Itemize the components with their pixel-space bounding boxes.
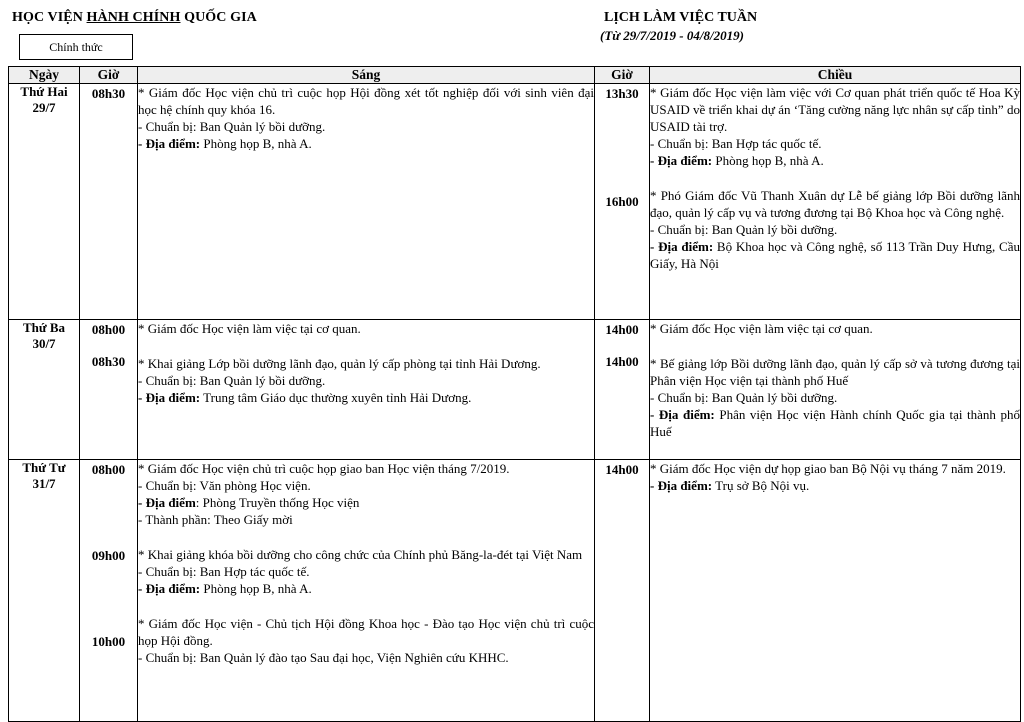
event-prep: - Chuẩn bị: Văn phòng Học viện. <box>138 478 311 493</box>
morning-time-cell <box>80 84 138 320</box>
time-label: 14h00 <box>605 354 639 369</box>
location-value: Trụ sở Bộ Nội vụ. <box>712 478 810 493</box>
afternoon-time-cell <box>595 84 650 320</box>
event-location <box>650 152 1020 169</box>
event-location <box>650 477 1020 494</box>
afternoon-cell <box>650 460 1021 722</box>
morning-cell <box>138 320 595 460</box>
schedule-table <box>8 66 1021 722</box>
location-value: Phòng họp B, nhà A. <box>200 136 312 151</box>
event-location <box>138 494 594 511</box>
event-desc: * Giám đốc Học viện - Chủ tịch Hội đồng Khoa học - Đào tạo Học viện chủ trì cuộc họp Hội đồng. <box>138 616 594 648</box>
time-label: 09h00 <box>91 548 126 563</box>
event-prep: - Chuẩn bị: Ban Quản lý bồi dưỡng. <box>138 373 326 388</box>
time-label: 13h30 <box>605 86 639 101</box>
org-name-part1: HỌC VIỆN <box>12 10 87 25</box>
day-name: Thứ Ba <box>22 320 66 335</box>
event-prep: - Chuẩn bị: Ban Quản lý bồi dưỡng. <box>138 119 326 134</box>
location-value: Phòng họp B, nhà A. <box>712 153 824 168</box>
event-desc: * Giám đốc Học viện dự họp giao ban Bộ Nội vụ tháng 7 năm 2019. <box>650 461 1006 476</box>
event-desc: * Giám đốc Học viện làm việc tại cơ quan. <box>650 321 873 336</box>
location-value: Phòng họp B, nhà A. <box>200 581 312 596</box>
day-cell <box>9 460 80 722</box>
event-desc: * Phó Giám đốc Vũ Thanh Xuân dự Lễ bế giảng lớp Bồi dưỡng lãnh đạo, quản lý cấp vụ và tương đương tại Bộ Khoa học và Công nghệ. <box>650 188 1020 220</box>
event-desc: * Giám đốc Học viện chủ trì cuộc họp Hội đồng xét tốt nghiệp đối với sinh viên đại học hệ chính quy khóa 16. <box>138 85 594 117</box>
event-desc: * Khai giảng Lớp bồi dưỡng lãnh đạo, quản lý cấp phòng tại tỉnh Hải Dương. <box>138 356 541 371</box>
event-desc: * Giám đốc Học viện làm việc tại cơ quan. <box>138 321 361 336</box>
event-desc: * Giám đốc Học viện chủ trì cuộc họp giao ban Học viện tháng 7/2019. <box>138 461 510 476</box>
org-name <box>12 10 257 26</box>
location-value: Trung tâm Giáo dục thường xuyên tỉnh Hải Dương. <box>200 390 472 405</box>
day-cell <box>9 84 80 320</box>
morning-cell <box>138 84 595 320</box>
location-label: - Địa điểm: <box>650 478 713 493</box>
time-label: 16h00 <box>605 194 639 209</box>
table-header-row <box>9 67 1021 84</box>
morning-cell <box>138 460 595 722</box>
status-badge: Chính thức <box>19 34 133 60</box>
location-value: Bộ Khoa học và Công nghệ, số 113 Trần Duy Hưng, Cầu Giấy, Hà Nội <box>650 239 1020 271</box>
col-time-header: Giờ <box>80 67 138 84</box>
afternoon-time-cell <box>595 460 650 722</box>
event-location <box>650 238 1020 272</box>
col-day-header: Ngày <box>9 67 80 84</box>
event-location <box>650 406 1020 440</box>
page-title: LỊCH LÀM VIỆC TUẦN <box>604 10 758 25</box>
day-name: Thứ Tư <box>22 460 66 475</box>
location-label: - Địa điểm: <box>138 581 201 596</box>
day-cell <box>9 320 80 460</box>
event-prep: - Chuẩn bị: Ban Hợp tác quốc tế. <box>650 136 822 151</box>
table-row <box>9 460 1021 722</box>
event-location <box>138 389 594 406</box>
event-prep: - Chuẩn bị: Ban Quản lý bồi dưỡng. <box>650 222 838 237</box>
time-label: 08h30 <box>91 354 126 369</box>
org-name-part3: QUỐC GIA <box>180 10 257 25</box>
event-desc: * Giám đốc Học viện làm việc với Cơ quan phát triển quốc tế Hoa Kỳ USAID về triển khai dự án ‘Tăng cường năng lực nhân sự cấp tỉnh” do USAID tài trợ. <box>650 85 1020 134</box>
event-location <box>138 580 594 597</box>
day-date: 31/7 <box>32 476 56 491</box>
event-desc: * Bế giảng lớp Bồi dưỡng lãnh đạo, quản lý cấp sở và tương đương tại Phân viện Học viện tại thành phố Huế <box>650 356 1020 388</box>
morning-time-cell <box>80 460 138 722</box>
col-afternoon-header: Chiều <box>650 67 1021 84</box>
event-desc: * Khai giảng khóa bồi dưỡng cho công chức của Chính phủ Băng-la-đét tại Việt Nam <box>138 547 583 562</box>
time-label: 10h00 <box>91 634 126 649</box>
event-prep: - Chuẩn bị: Ban Hợp tác quốc tế. <box>138 564 310 579</box>
time-label: 14h00 <box>605 462 639 477</box>
time-label: 08h30 <box>91 86 126 101</box>
col-morning-header: Sáng <box>138 67 595 84</box>
location-label: - Địa điểm: <box>138 136 201 151</box>
org-name-part2: HÀNH CHÍNH <box>86 10 181 25</box>
location-value: Phân viện Học viện Hành chính Quốc gia tại thành phố Huế <box>650 407 1020 439</box>
location-label: - Địa điểm: <box>138 390 201 405</box>
location-label: - Địa điểm: <box>650 407 715 422</box>
afternoon-cell <box>650 320 1021 460</box>
event-participants: - Thành phần: Theo Giấy mời <box>138 512 293 527</box>
time-label: 14h00 <box>605 322 639 337</box>
event-location <box>138 135 594 152</box>
event-prep: - Chuẩn bị: Ban Quản lý đào tạo Sau đại học, Viện Nghiên cứu KHHC. <box>138 650 509 665</box>
time-label: 08h00 <box>91 322 126 337</box>
location-label: - Địa điểm <box>138 495 196 510</box>
morning-time-cell <box>80 320 138 460</box>
table-row <box>9 84 1021 320</box>
afternoon-cell <box>650 84 1021 320</box>
location-value: : Phòng Truyền thống Học viện <box>195 495 360 510</box>
day-date: 30/7 <box>32 336 56 351</box>
day-date: 29/7 <box>32 100 56 115</box>
location-label: - Địa điểm: <box>650 239 714 254</box>
location-label: - Địa điểm: <box>650 153 713 168</box>
event-prep: - Chuẩn bị: Ban Quản lý bồi dưỡng. <box>650 390 838 405</box>
time-label: 08h00 <box>91 462 126 477</box>
afternoon-time-cell <box>595 320 650 460</box>
day-name: Thứ Hai <box>20 84 68 99</box>
date-range: (Từ 29/7/2019 - 04/8/2019) <box>600 28 744 43</box>
col-time2-header: Giờ <box>595 67 650 84</box>
table-row <box>9 320 1021 460</box>
